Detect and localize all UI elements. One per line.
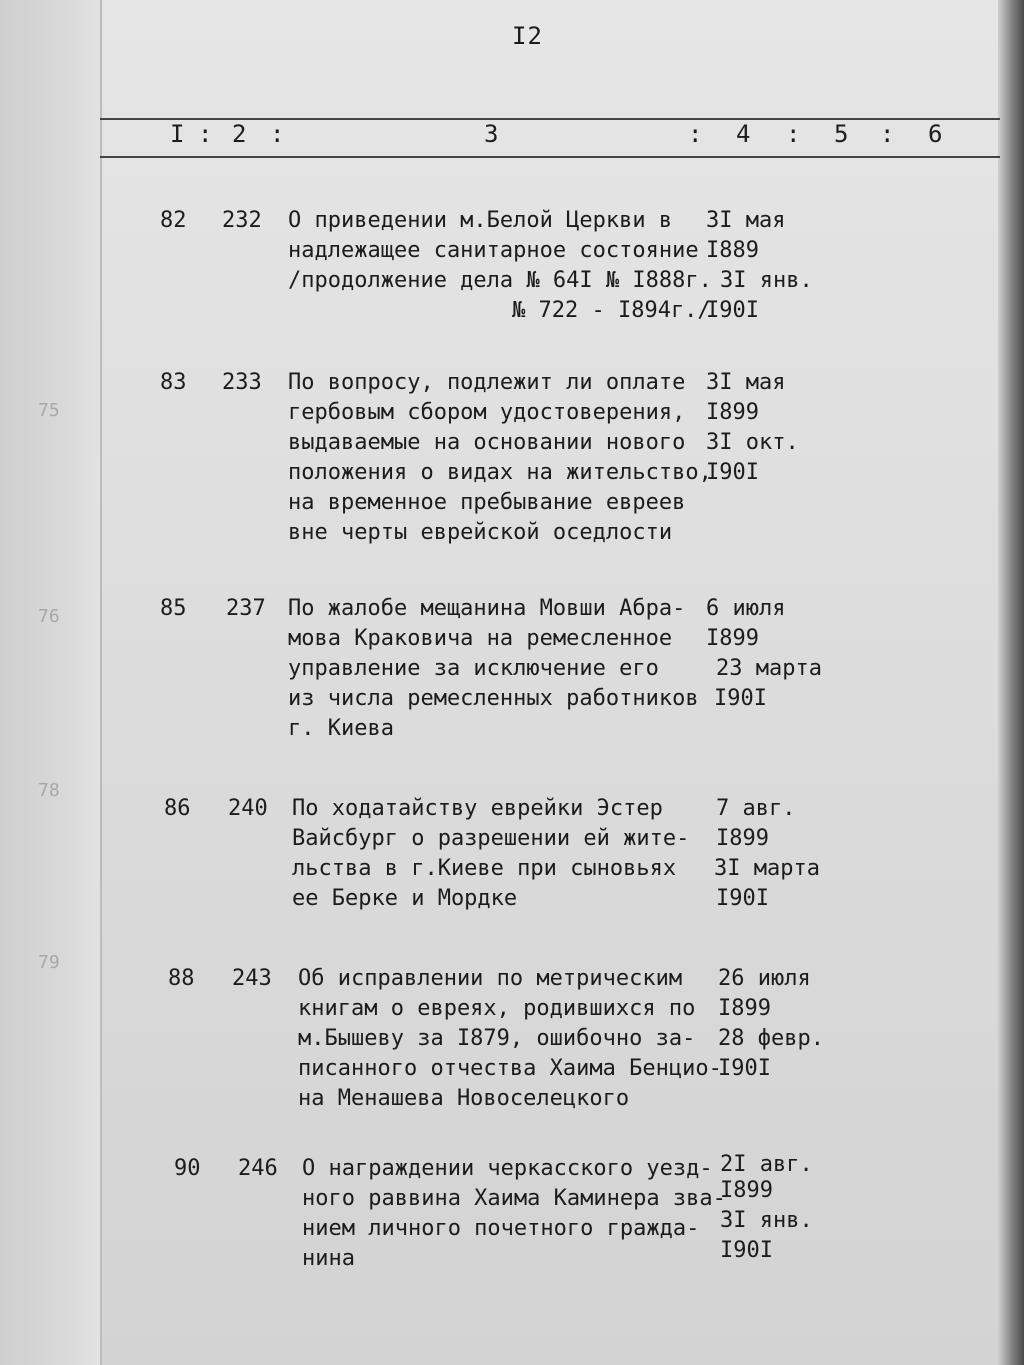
- record-title-line: положения о видах на жительство,: [288, 460, 712, 485]
- record-title-line: гербовым сбором удостоверения,: [288, 400, 686, 425]
- margin-note: 75: [38, 400, 60, 421]
- start-date: 26 июля: [718, 966, 811, 991]
- start-year: I899: [706, 626, 759, 651]
- end-date: 23 марта: [716, 656, 822, 681]
- book-gutter: [0, 0, 100, 1365]
- column-separator: :: [270, 120, 285, 148]
- file-number: 246: [238, 1156, 278, 1181]
- file-number: 240: [228, 796, 268, 821]
- record-title-line: По жалобе мещанина Мовши Абра-: [288, 596, 686, 621]
- start-year: I899: [720, 1178, 773, 1203]
- gutter-line: [100, 0, 102, 1365]
- start-year: I899: [718, 996, 771, 1021]
- start-year: I889: [706, 238, 759, 263]
- record-title-line: на Менашева Новоселецкого: [298, 1086, 630, 1111]
- record-number: 88: [168, 966, 195, 991]
- record-title-line: мова Краковича на ремесленное: [288, 626, 673, 651]
- record-title-line: из числа ремесленных работников: [288, 686, 699, 711]
- record-number: 83: [160, 370, 187, 395]
- end-year: I90I: [716, 886, 769, 911]
- header-bottom-rule: [100, 156, 1000, 158]
- page-number: I2: [512, 22, 543, 50]
- end-date: 28 февр.: [718, 1026, 824, 1051]
- start-date: 2I авг.: [720, 1152, 813, 1177]
- margin-note: 78: [38, 780, 60, 801]
- column-header-2: 2: [232, 120, 247, 148]
- record-number: 82: [160, 208, 187, 233]
- column-header-4: 4: [736, 120, 751, 148]
- file-number: 233: [222, 370, 262, 395]
- column-header-1: I: [170, 120, 185, 148]
- record-title-line: По ходатайству еврейки Эстер: [292, 796, 663, 821]
- record-title-line: надлежащее санитарное состояние: [288, 238, 699, 263]
- end-year: I90I: [706, 460, 759, 485]
- record-title-line: книгам о евреях, родившихся по: [298, 996, 696, 1021]
- record-title-line: вне черты еврейской оседлости: [288, 520, 673, 545]
- start-year: I899: [706, 400, 759, 425]
- record-title-line: г. Киева: [288, 716, 394, 741]
- end-date: 3I марта: [714, 856, 820, 881]
- end-year: I90I: [720, 1238, 773, 1263]
- start-year: I899: [716, 826, 769, 851]
- file-number: 243: [232, 966, 272, 991]
- record-title-line: № 722 - I894г./: [512, 298, 711, 323]
- record-title-line: ее Берке и Мордке: [292, 886, 518, 911]
- record-title-line: Об исправлении по метрическим: [298, 966, 683, 991]
- end-year: I90I: [706, 298, 759, 323]
- start-date: 6 июля: [706, 596, 786, 621]
- record-title-line: нина: [302, 1246, 355, 1271]
- record-title-line: выдаваемые на основании нового: [288, 430, 686, 455]
- margin-note: 76: [38, 606, 60, 627]
- column-separator: :: [880, 120, 895, 148]
- start-date: 3I мая: [706, 208, 786, 233]
- record-number: 85: [160, 596, 187, 621]
- column-separator: :: [198, 120, 213, 148]
- record-title-line: писанного отчества Хаима Бенцио-: [298, 1056, 722, 1081]
- start-date: 7 авг.: [716, 796, 796, 821]
- record-title-line: /продолжение дела № 64I № I888г.: [288, 268, 712, 293]
- record-title-line: льства в г.Киеве при сыновьях: [292, 856, 677, 881]
- column-header-5: 5: [834, 120, 849, 148]
- end-date: 3I янв.: [720, 1208, 813, 1233]
- start-date: 3I мая: [706, 370, 786, 395]
- record-title-line: на временное пребывание евреев: [288, 490, 686, 515]
- record-title-line: О приведении м.Белой Церкви в: [288, 208, 673, 233]
- column-header-3: 3: [484, 120, 499, 148]
- end-date: 3I окт.: [706, 430, 799, 455]
- end-year: I90I: [714, 686, 767, 711]
- page-edge-shadow: [998, 0, 1024, 1365]
- record-number: 86: [164, 796, 191, 821]
- record-number: 90: [174, 1156, 201, 1181]
- end-date: 3I янв.: [720, 268, 813, 293]
- record-title-line: м.Бышеву за I879, ошибочно за-: [298, 1026, 696, 1051]
- record-title-line: управление за исключение его: [288, 656, 659, 681]
- record-title-line: нием личного почетного гражда-: [302, 1216, 700, 1241]
- record-title-line: ного раввина Хаима Каминера зва-: [302, 1186, 726, 1211]
- column-header-6: 6: [928, 120, 943, 148]
- column-separator: :: [786, 120, 801, 148]
- end-year: I90I: [718, 1056, 771, 1081]
- record-title-line: Вайсбург о разрешении ей жите-: [292, 826, 690, 851]
- record-title-line: По вопросу, подлежит ли оплате: [288, 370, 686, 395]
- margin-note: 79: [38, 952, 60, 973]
- record-title-line: О награждении черкасского уезд-: [302, 1156, 713, 1181]
- file-number: 237: [226, 596, 266, 621]
- column-separator: :: [688, 120, 703, 148]
- file-number: 232: [222, 208, 262, 233]
